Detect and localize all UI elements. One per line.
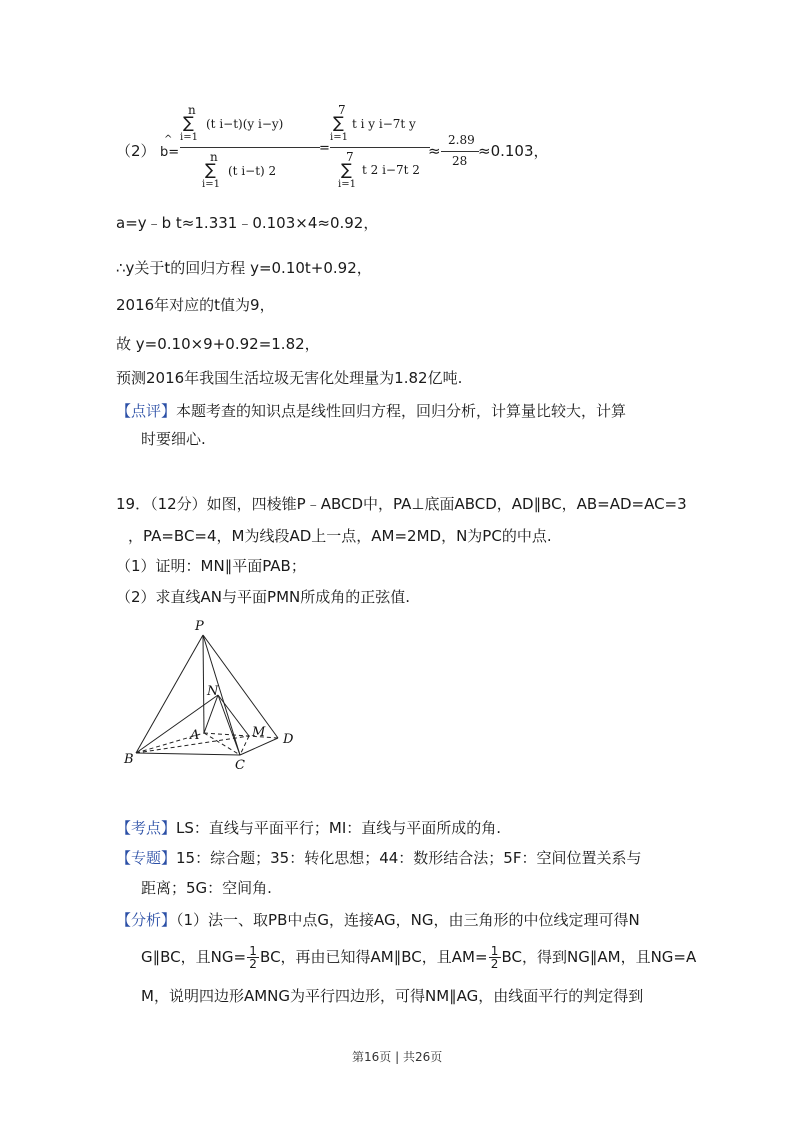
fenxi-line-2 xyxy=(141,945,696,970)
numerator-1: (t i−t)(y i−y) xyxy=(206,117,284,131)
result-value: ≈0.103， xyxy=(478,142,549,160)
denominator-2: t 2 i−7t 2 xyxy=(362,163,420,177)
problem-19-part-1: （1）证明：MN∥平面PAB； xyxy=(116,557,306,575)
zhuanti-text-1: 15：综合题；35：转化思想；44：数形结合法；5F：空间位置关系与 xyxy=(176,849,642,867)
b-equals: b= xyxy=(160,145,180,160)
problem-19-line-2: ，PA=BC=4，M为线段AD上一点，AM=2MD，N为PC的中点. xyxy=(128,527,552,545)
label-D: D xyxy=(283,732,294,747)
sum-top-n: n xyxy=(188,103,196,117)
sum-bottom-i-3: i=1 xyxy=(330,132,348,143)
fenxi-text-2a: G∥BC，且NG= xyxy=(141,948,247,966)
sum-top-7: 7 xyxy=(338,103,346,117)
kaodian-text: LS：直线与平面平行；MI：直线与平面所成的角. xyxy=(176,819,502,837)
label-C: C xyxy=(235,758,245,773)
comment-text-1: 本题考查的知识点是线性回归方程，回归分析，计算量比较大，计算 xyxy=(176,402,627,420)
a-hat-line: a=y﹣b t≈1.331﹣0.103×4≈0.92， xyxy=(116,214,379,232)
hat-mark: ^ xyxy=(164,134,173,145)
label-B: B xyxy=(124,752,134,767)
sum-top-n-2: n xyxy=(210,150,218,164)
pyramid-figure xyxy=(118,615,308,775)
equals-2: = xyxy=(319,141,330,156)
edge-NM xyxy=(218,695,249,736)
t-value-line: 2016年对应的t值为9， xyxy=(116,296,275,314)
fenxi-text-3: M，说明四边形AMNG为平行四边形，可得NM∥AG，由线面平行的判定得到 xyxy=(141,987,644,1005)
kaodian-tag: 【考点】 xyxy=(116,819,177,837)
fenxi-text-1: （1）法一、取PB中点G，连接AG，NG，由三角形的中位线定理可得N xyxy=(176,911,640,929)
edge-PA-solid xyxy=(203,635,204,733)
sum-bottom-i-2: i=1 xyxy=(202,179,220,190)
problem-19-part-2: （2）求直线AN与平面PMN所成角的正弦值. xyxy=(116,588,411,606)
part-label: （2） xyxy=(116,142,156,160)
sum-bottom-i: i=1 xyxy=(180,132,198,143)
denominator-1: (t i−t) 2 xyxy=(228,164,277,178)
zhuanti-block xyxy=(116,847,641,869)
fenxi-block xyxy=(116,909,640,931)
sum-symbol-4: ∑ xyxy=(341,160,352,179)
kaodian-block xyxy=(116,817,501,839)
sum-symbol-3: ∑ xyxy=(333,113,344,132)
fraction-half-2: $\frac{1}{2}$ xyxy=(489,945,501,970)
comment-text-2: 时要细心. xyxy=(141,430,206,448)
sum-symbol: ∑ xyxy=(183,113,194,132)
conclusion-line: 预测2016年我国生活垃圾无害化处理量为1.82亿吨. xyxy=(116,369,463,387)
label-A: A xyxy=(190,728,200,743)
label-P: P xyxy=(195,619,204,634)
comment-tag: 【点评】 xyxy=(116,402,177,420)
fraction-bar-1 xyxy=(180,147,320,148)
fenxi-tag: 【分析】 xyxy=(116,911,177,929)
regression-equation-line: ∴y关于t的回归方程 y=0.10t+0.92， xyxy=(116,259,372,277)
page-footer: 第16页 | 共26页 xyxy=(352,1050,443,1064)
sum-symbol-2: ∑ xyxy=(205,160,216,179)
fraction-half-1: $\frac{1}{2}$ xyxy=(247,945,259,970)
problem-19-line-1: 19．（12分）如图，四棱锥P﹣ABCD中，PA⊥底面ABCD，AD∥BC，AB=AD=AC=3 xyxy=(116,495,687,513)
sum-bottom-i-4: i=1 xyxy=(338,179,356,190)
edge-BN xyxy=(136,695,218,753)
zhuanti-tag: 【专题】 xyxy=(116,849,177,867)
fenxi-text-2c: BC，得到NG∥AM，且NG=A xyxy=(501,948,697,966)
edge-NC xyxy=(218,695,240,755)
fraction-bar-3 xyxy=(441,151,479,152)
numerator-2: t i y i−7t y xyxy=(352,117,416,131)
denominator-3: 28 xyxy=(452,154,468,168)
edge-CD xyxy=(240,738,278,755)
label-M: M xyxy=(252,725,266,740)
approx-1: ≈ xyxy=(428,142,441,160)
fraction-bar-2 xyxy=(330,147,430,148)
fenxi-text-2b: BC，再由已知得AM∥BC，且AM= xyxy=(260,948,488,966)
zhuanti-text-2: 距离；5G：空间角. xyxy=(141,879,272,897)
edge-MC xyxy=(240,736,249,755)
sum-top-7-2: 7 xyxy=(346,150,354,164)
comment-block xyxy=(116,400,626,422)
edge-BC xyxy=(136,753,240,755)
numerator-3: 2.89 xyxy=(448,133,475,147)
prediction-line: 故 y=0.10×9+0.92=1.82， xyxy=(116,335,320,353)
edge-NA xyxy=(204,695,218,733)
label-N: N xyxy=(207,684,219,699)
